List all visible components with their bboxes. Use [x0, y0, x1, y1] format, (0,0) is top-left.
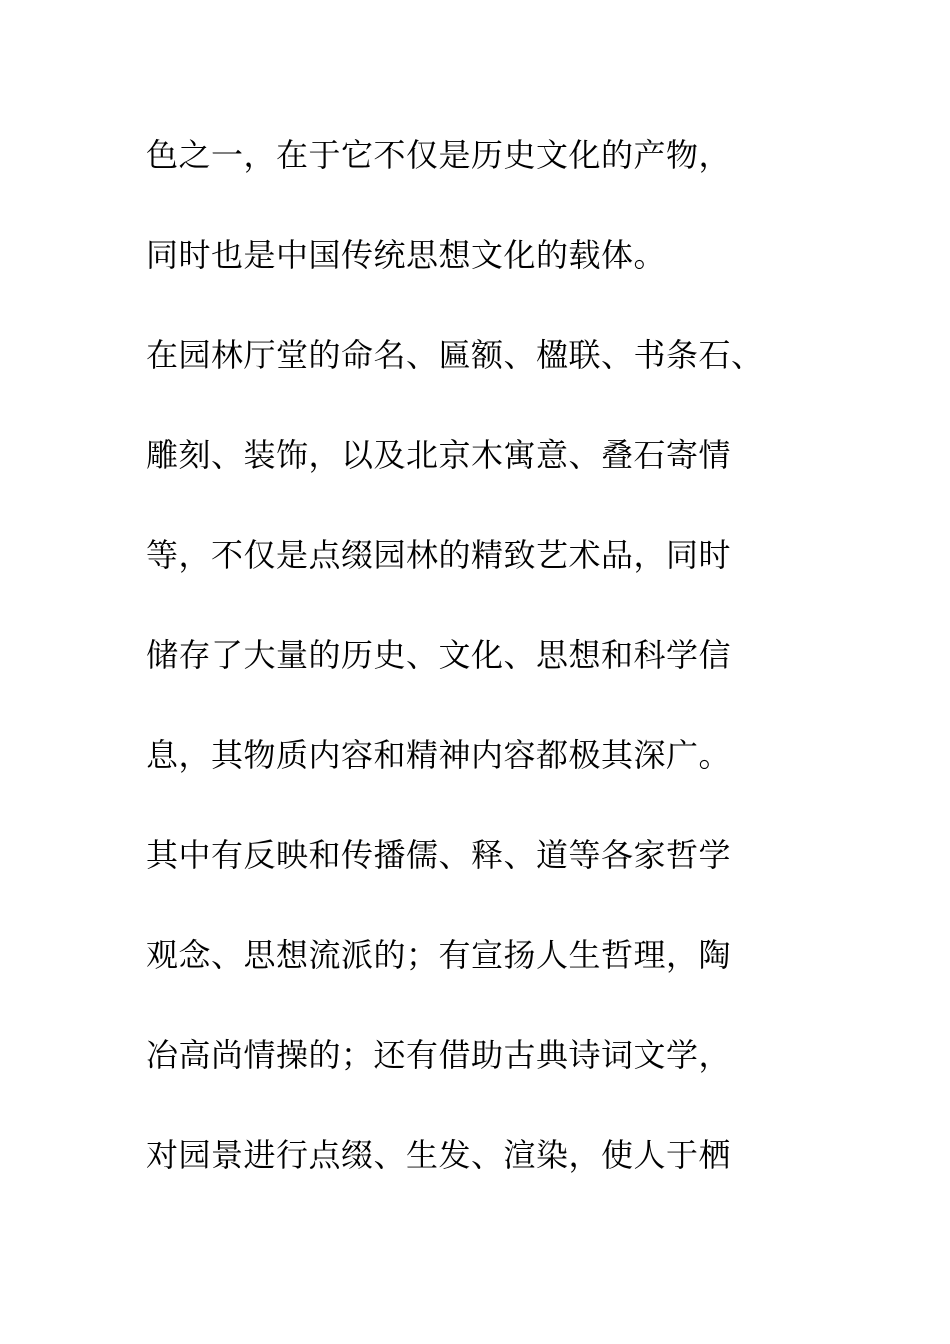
text-line: 在园林厅堂的命名、匾额、楹联、书条石、: [146, 336, 764, 374]
text-line: 冶高尚情操的；还有借助古典诗词文学，: [146, 1036, 732, 1074]
text-line: 同时也是中国传统思想文化的载体。: [146, 236, 667, 274]
text-line: 观念、思想流派的；有宣扬人生哲理，陶: [146, 936, 732, 974]
text-line: 等，不仅是点缀园林的精致艺术品，同时: [146, 536, 732, 574]
body-text: [146, 130, 846, 1230]
text-line: 雕刻、装饰，以及北京木寓意、叠石寄情: [146, 436, 732, 474]
text-line: 色之一，在于它不仅是历史文化的产物，: [146, 136, 732, 174]
text-line: 其中有反映和传播儒、释、道等各家哲学: [146, 836, 732, 874]
text-line: 息，其物质内容和精神内容都极其深广。: [146, 736, 732, 774]
text-line: 储存了大量的历史、文化、思想和科学信: [146, 636, 732, 674]
text-line: 对园景进行点缀、生发、渲染，使人于栖: [146, 1136, 732, 1174]
